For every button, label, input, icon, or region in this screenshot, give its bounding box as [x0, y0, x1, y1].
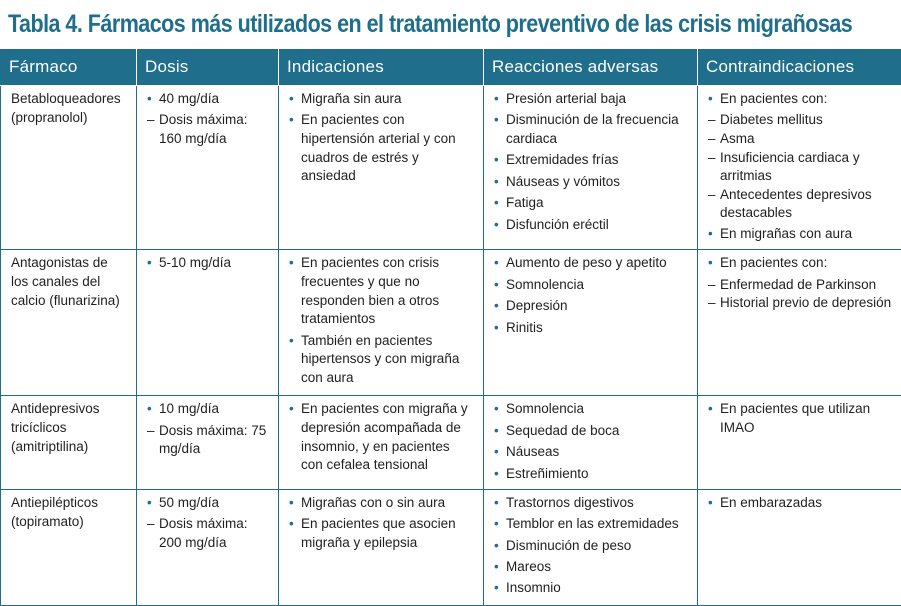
dash-marker: –	[147, 422, 159, 441]
bullet-marker: •	[289, 494, 301, 513]
item-text: Náuseas	[506, 444, 559, 459]
dosis-cell	[137, 489, 279, 605]
item-text: Asma	[720, 131, 755, 146]
item-text: 10 mg/día	[159, 401, 219, 416]
contraindicaciones-cell	[698, 86, 901, 250]
dosis-cell	[137, 250, 279, 396]
bullet-marker: •	[289, 111, 301, 130]
item-text: Migrañas con o sin aura	[301, 495, 445, 510]
bullet-marker: •	[494, 276, 506, 295]
drug-table	[0, 48, 901, 606]
table-row	[1, 396, 901, 490]
item-text: Enfermedad de Parkinson	[720, 277, 876, 292]
item-text: Insomnio	[506, 580, 561, 595]
item-text: En pacientes que utilizan IMAO	[720, 401, 870, 435]
list-item	[289, 332, 475, 388]
column-header-contraindicaciones: Contraindicaciones	[698, 49, 901, 86]
list-item	[147, 254, 270, 273]
bullet-marker: •	[147, 494, 159, 513]
list-item	[147, 422, 270, 459]
dash-marker: –	[708, 130, 720, 149]
item-text: Dosis máxima: 75 mg/día	[159, 423, 266, 457]
bullet-marker: •	[289, 254, 301, 273]
contraindicaciones-cell	[698, 489, 901, 605]
item-text: Disminución de la frecuencia cardiaca	[506, 112, 679, 146]
contraindicaciones-list	[708, 254, 893, 313]
bullet-marker: •	[708, 494, 720, 513]
list-item	[289, 111, 475, 185]
item-text: 40 mg/día	[159, 91, 219, 106]
item-text: Depresión	[506, 298, 568, 313]
bullet-marker: •	[708, 90, 720, 109]
item-text: Náuseas y vómitos	[506, 174, 620, 189]
item-text: Disminución de peso	[506, 538, 631, 553]
item-text: Somnolencia	[506, 401, 584, 416]
table-title: Tabla 4. Fármacos más utilizados en el tratamiento preventivo de las crisis migrañosas	[8, 4, 852, 44]
item-text: 5-10 mg/día	[159, 255, 231, 270]
farmaco-cell	[1, 396, 137, 490]
list-item	[708, 400, 893, 437]
list-item	[494, 111, 689, 148]
list-item	[147, 111, 270, 148]
list-item	[494, 276, 689, 295]
list-item	[494, 151, 689, 170]
list-item	[708, 294, 893, 313]
item-text: En pacientes con crisis frecuentes y que no responden bien a otros tratamientos	[301, 255, 439, 326]
dosis-list	[147, 494, 270, 553]
dash-marker: –	[708, 149, 720, 168]
list-item	[494, 465, 689, 484]
column-header-farmaco: Fármaco	[1, 49, 137, 86]
reacciones-cell	[484, 86, 698, 250]
list-item	[708, 225, 893, 244]
bullet-marker: •	[289, 332, 301, 351]
table-header	[1, 49, 901, 86]
reacciones-list	[494, 90, 689, 234]
dosis-cell	[137, 86, 279, 250]
dosis-list	[147, 90, 270, 149]
dash-marker: –	[708, 111, 720, 130]
item-text: Temblor en las extremidades	[506, 516, 679, 531]
list-item	[708, 111, 893, 130]
contraindicaciones-list	[708, 90, 893, 244]
item-text: También en pacientes hipertensos y con migraña con aura	[301, 333, 459, 385]
indicaciones-cell	[279, 489, 484, 605]
item-text: Historial previo de depresión	[720, 295, 891, 310]
item-text: Sequedad de boca	[506, 423, 619, 438]
bullet-marker: •	[494, 151, 506, 170]
contraindicaciones-list	[708, 400, 893, 437]
item-text: Presión arterial baja	[506, 91, 626, 106]
drug-name: Antidepresivos tricíclicos (amitriptilina)	[11, 400, 128, 456]
bullet-marker: •	[708, 254, 720, 273]
list-item	[494, 90, 689, 109]
bullet-marker: •	[494, 537, 506, 556]
bullet-marker: •	[708, 225, 720, 244]
reacciones-list	[494, 400, 689, 483]
list-item	[494, 400, 689, 419]
indicaciones-list	[289, 254, 475, 387]
list-item	[289, 400, 475, 474]
item-text: Migraña sin aura	[301, 91, 402, 106]
bullet-marker: •	[289, 515, 301, 534]
bullet-marker: •	[289, 90, 301, 109]
item-text: 50 mg/día	[159, 495, 219, 510]
list-item	[708, 254, 893, 273]
list-item	[708, 149, 893, 186]
dash-marker: –	[147, 111, 159, 130]
indicaciones-cell	[279, 396, 484, 490]
bullet-marker: •	[494, 254, 506, 273]
list-item	[494, 297, 689, 316]
dash-marker: –	[708, 186, 720, 205]
bullet-marker: •	[289, 400, 301, 419]
item-text: Dosis máxima: 200 mg/día	[159, 516, 248, 550]
dosis-list	[147, 400, 270, 459]
drug-name: Antagonistas de los canales del calcio (flunarizina)	[11, 254, 128, 310]
item-text: Mareos	[506, 559, 551, 574]
bullet-marker: •	[494, 579, 506, 598]
item-text: Aumento de peso y apetito	[506, 255, 667, 270]
indicaciones-cell	[279, 250, 484, 396]
bullet-marker: •	[494, 111, 506, 130]
list-item	[494, 319, 689, 338]
bullet-marker: •	[494, 319, 506, 338]
bullet-marker: •	[494, 465, 506, 484]
dash-marker: –	[147, 515, 159, 534]
contraindicaciones-cell	[698, 396, 901, 490]
item-text: En pacientes con:	[720, 255, 827, 270]
bullet-marker: •	[147, 90, 159, 109]
item-text: Estreñimiento	[506, 466, 589, 481]
item-text: En embarazadas	[720, 495, 822, 510]
bullet-marker: •	[494, 297, 506, 316]
list-item	[494, 515, 689, 534]
list-item	[494, 494, 689, 513]
bullet-marker: •	[494, 90, 506, 109]
bullet-marker: •	[494, 216, 506, 235]
list-item	[708, 186, 893, 223]
table-row	[1, 250, 901, 396]
item-text: Insuficiencia cardiaca y arritmias	[720, 150, 860, 184]
list-item	[708, 276, 893, 295]
item-text: Antecedentes depresivos destacables	[720, 187, 872, 221]
bullet-marker: •	[494, 515, 506, 534]
table-row	[1, 86, 901, 250]
reacciones-list	[494, 254, 689, 337]
item-text: Diabetes mellitus	[720, 112, 823, 127]
list-item	[289, 90, 475, 109]
list-item	[708, 130, 893, 149]
column-header-dosis: Dosis	[137, 49, 279, 86]
farmaco-cell	[1, 489, 137, 605]
item-text: Rinitis	[506, 320, 543, 335]
dosis-cell	[137, 396, 279, 490]
list-item	[494, 579, 689, 598]
item-text: En pacientes con:	[720, 91, 827, 106]
list-item	[147, 90, 270, 109]
indicaciones-list	[289, 494, 475, 553]
list-item	[708, 494, 893, 513]
item-text: Disfunción eréctil	[506, 217, 609, 232]
bullet-marker: •	[147, 400, 159, 419]
farmaco-cell	[1, 250, 137, 396]
drug-name: Antiepilépticos (topiramato)	[11, 494, 128, 531]
list-item	[289, 254, 475, 328]
item-text: En pacientes con hipertensión arterial y con cuadros de estrés y ansiedad	[301, 112, 456, 183]
dash-marker: –	[708, 276, 720, 295]
list-item	[494, 254, 689, 273]
bullet-marker: •	[708, 400, 720, 419]
indicaciones-list	[289, 400, 475, 474]
list-item	[494, 173, 689, 192]
contraindicaciones-cell	[698, 250, 901, 396]
list-item	[494, 194, 689, 213]
item-text: En migrañas con aura	[720, 226, 852, 241]
bullet-marker: •	[494, 194, 506, 213]
column-header-indicaciones: Indicaciones	[279, 49, 484, 86]
reacciones-cell	[484, 489, 698, 605]
indicaciones-cell	[279, 86, 484, 250]
list-item	[494, 558, 689, 577]
list-item	[147, 400, 270, 419]
drug-name: Betabloqueadores (propranolol)	[11, 90, 128, 127]
bullet-marker: •	[494, 400, 506, 419]
item-text: En pacientes que asocien migraña y epilepsia	[301, 516, 456, 550]
list-item	[494, 422, 689, 441]
list-item	[147, 494, 270, 513]
reacciones-cell	[484, 396, 698, 490]
item-text: Somnolencia	[506, 277, 584, 292]
header-row	[1, 49, 901, 86]
item-text: Dosis máxima: 160 mg/día	[159, 112, 248, 146]
dosis-list	[147, 254, 270, 273]
table-body	[1, 86, 901, 606]
list-item	[494, 443, 689, 462]
list-item	[289, 494, 475, 513]
bullet-marker: •	[147, 254, 159, 273]
bullet-marker: •	[494, 422, 506, 441]
item-text: Trastornos digestivos	[506, 495, 634, 510]
item-text: Extremidades frías	[506, 152, 619, 167]
table-row	[1, 489, 901, 605]
bullet-marker: •	[494, 173, 506, 192]
reacciones-list	[494, 494, 689, 598]
column-header-reacciones: Reacciones adversas	[484, 49, 698, 86]
list-item	[494, 216, 689, 235]
bullet-marker: •	[494, 558, 506, 577]
indicaciones-list	[289, 90, 475, 186]
list-item	[289, 515, 475, 552]
contraindicaciones-list	[708, 494, 893, 513]
reacciones-cell	[484, 250, 698, 396]
item-text: En pacientes con migraña y depresión acompañada de insomnio, y en pacientes con cefalea tensional	[301, 401, 468, 472]
list-item	[147, 515, 270, 552]
dash-marker: –	[708, 294, 720, 313]
list-item	[708, 90, 893, 109]
bullet-marker: •	[494, 494, 506, 513]
farmaco-cell	[1, 86, 137, 250]
list-item	[494, 537, 689, 556]
bullet-marker: •	[494, 443, 506, 462]
item-text: Fatiga	[506, 195, 544, 210]
